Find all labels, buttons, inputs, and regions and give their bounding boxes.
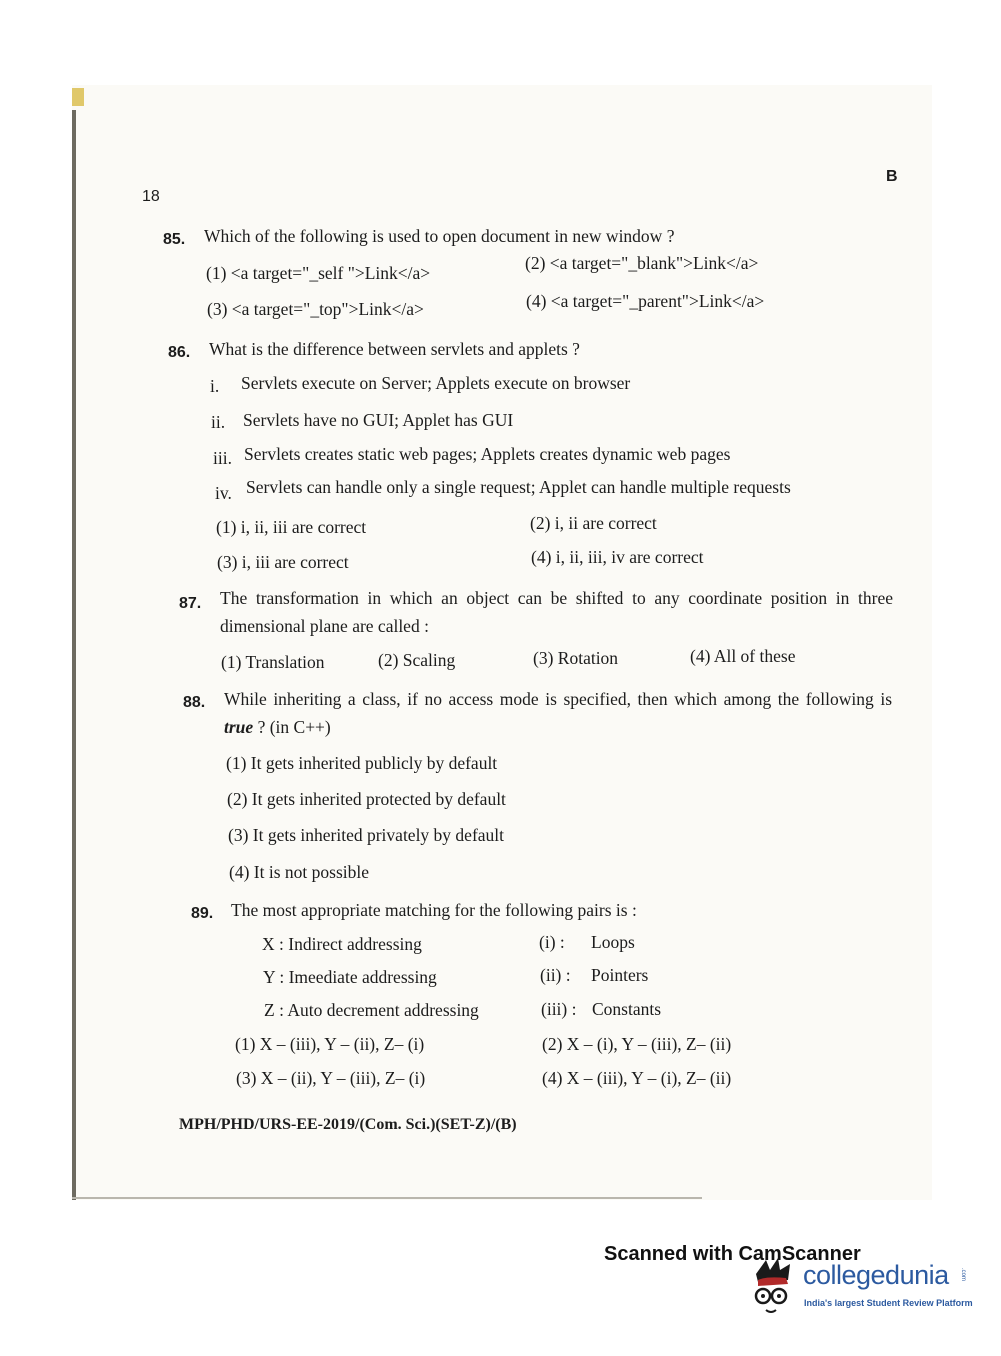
statement-text: Servlets have no GUI; Applet has GUI [243, 410, 514, 430]
page-corner-mark [72, 88, 84, 106]
logo-wordmark: collegedunia [803, 1260, 949, 1290]
statement-text: Servlets execute on Server; Applets execute on browser [241, 373, 631, 393]
question-text: The transformation in which an object can be shifted to any coordinate position in three dimensional plane are called : [220, 588, 893, 636]
logo-tagline: India's largest Student Review Platform [804, 1298, 973, 1308]
statement-label: iii. [213, 448, 232, 468]
pair-right-label: (i) : [539, 932, 565, 952]
pair-right-text: Constants [592, 999, 662, 1019]
question-text: What is the difference between servlets and applets ? [209, 339, 580, 359]
option-2: (2) Scaling [378, 650, 456, 670]
page-edge-bottom [72, 1197, 702, 1199]
page-number: 18 [142, 188, 160, 205]
option-2: (2) i, ii are correct [530, 513, 657, 533]
option-4: (4) X – (iii), Y – (i), Z– (ii) [542, 1068, 732, 1088]
page-edge-left [72, 110, 76, 1200]
option-3: (3) <a target="_top">Link</a> [207, 299, 424, 319]
option-2: (2) It gets inherited protected by default [227, 789, 506, 809]
pair-right-label: (iii) : [541, 999, 577, 1019]
question-number: 85. [163, 231, 186, 248]
question-number: 87. [179, 595, 202, 612]
question-number: 88. [183, 694, 206, 711]
option-1: (1) X – (iii), Y – (ii), Z– (i) [235, 1034, 425, 1054]
option-2: (2) X – (i), Y – (iii), Z– (ii) [542, 1034, 732, 1054]
statement-text: Servlets creates static web pages; Applets creates dynamic web pages [244, 444, 731, 464]
option-4: (4) i, ii, iii, iv are correct [531, 547, 704, 567]
option-1: (1) Translation [221, 652, 325, 672]
logo-suffix: .com [960, 1268, 966, 1282]
option-3: (3) i, iii are correct [217, 552, 349, 572]
question-emphasis: true [224, 717, 254, 737]
question-text: The most appropriate matching for the following pairs is : [231, 900, 637, 920]
scanner-watermark-text: Scanned with CamScanner [604, 1243, 861, 1265]
pair-left: Z : Auto decrement addressing [264, 1000, 479, 1020]
option-4: (4) It is not possible [229, 862, 369, 882]
statement-label: iv. [215, 483, 232, 503]
statement-label: i. [210, 376, 220, 396]
question-text-end: ? (in C++) [253, 717, 331, 737]
collegedunia-logo [746, 1254, 976, 1322]
question-text [224, 685, 892, 741]
exam-page [72, 85, 932, 1200]
footer-code: MPH/PHD/URS-EE-2019/(Com. Sci.)(SET-Z)/(B) [179, 1116, 517, 1133]
statement-text: Servlets can handle only a single request; Applet can handle multiple requests [246, 477, 791, 497]
pair-right-text: Pointers [591, 965, 649, 985]
option-3: (3) It gets inherited privately by default [228, 825, 505, 845]
set-letter: B [886, 168, 898, 185]
question-number: 86. [168, 344, 191, 361]
mascot-icon [746, 1254, 802, 1322]
option-4: (4) All of these [690, 646, 796, 666]
pair-left: Y : Imeediate addressing [263, 967, 437, 987]
option-2: (2) <a target="_blank">Link</a> [525, 253, 759, 273]
statement-label: ii. [211, 412, 226, 432]
option-4: (4) <a target="_parent">Link</a> [526, 291, 765, 311]
option-3: (3) Rotation [533, 648, 619, 668]
option-1: (1) <a target="_self ">Link</a> [206, 263, 431, 283]
question-number: 89. [191, 905, 214, 922]
question-text: Which of the following is used to open document in new window ? [204, 226, 675, 246]
option-1: (1) i, ii, iii are correct [216, 517, 367, 537]
pair-right-text: Loops [591, 932, 635, 952]
option-3: (3) X – (ii), Y – (iii), Z– (i) [236, 1068, 426, 1088]
question-text-start: While inheriting a class, if no access mode is specified, then which among the following is [224, 689, 892, 709]
pair-left: X : Indirect addressing [262, 934, 422, 954]
pair-right-label: (ii) : [540, 965, 571, 985]
option-1: (1) It gets inherited publicly by default [226, 753, 498, 773]
